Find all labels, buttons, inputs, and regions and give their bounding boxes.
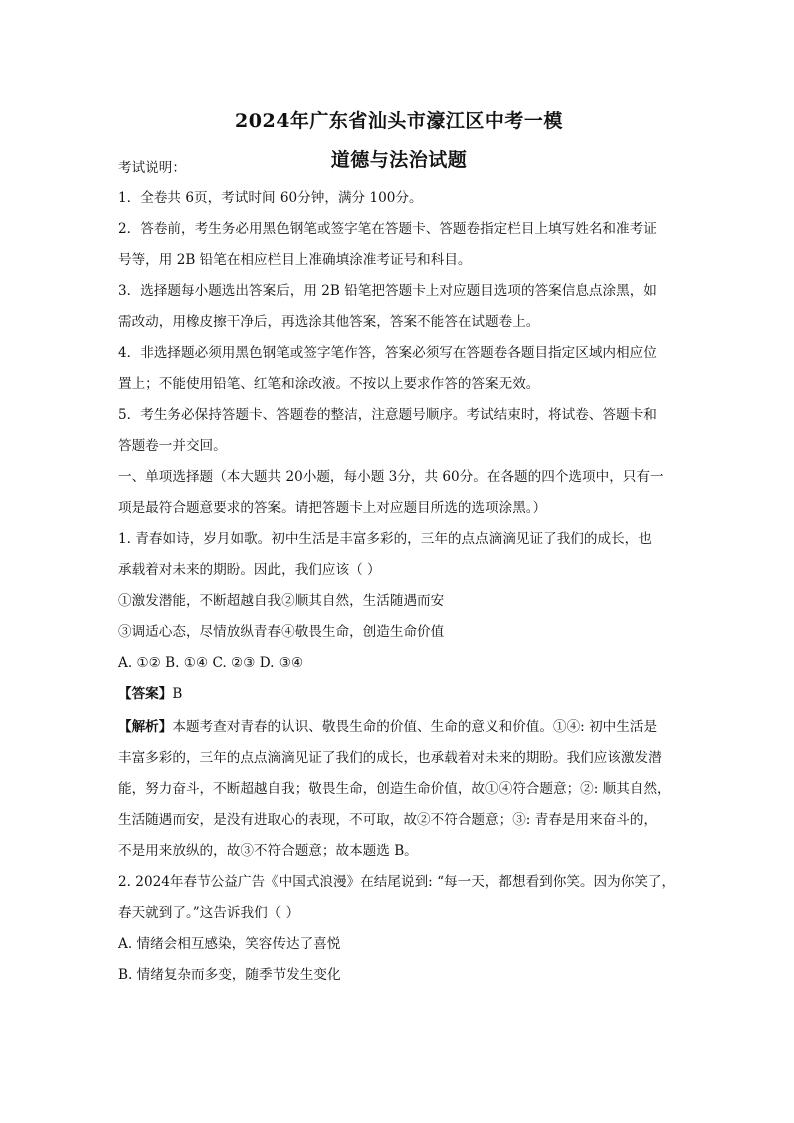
instruction-line: 答题卷一并交回。 bbox=[118, 438, 227, 454]
instruction-line: 5．考生务必保持答题卡、答题卷的整洁，注意题号顺序。考试结束时，将试卷、答题卡和 bbox=[118, 407, 657, 423]
question-1-analysis bbox=[118, 717, 680, 737]
instruction-line: 需改动，用橡皮擦干净后，再选涂其他答案，答案不能答在试题卷上。 bbox=[118, 314, 540, 330]
analysis-line: 丰富多彩的，三年的点点滴滴见证了我们的成长，也承载着对未来的期盼。我们应该激发潜 bbox=[118, 750, 662, 766]
question-1-stem: 1. 青春如诗，岁月如歌。初中生活是丰富多彩的，三年的点点滴滴见证了我们的成长，也 bbox=[118, 531, 652, 547]
question-2-option-a: A. 情绪会相互感染，笑容传达了喜悦 bbox=[118, 936, 341, 952]
analysis-line: 能，努力奋斗，不断超越自我；敬畏生命，创造生命价值，故①④符合题意；②: 顺其自然， bbox=[118, 781, 671, 797]
instructions-heading: 考试说明： bbox=[118, 160, 186, 176]
instruction-line: 2．答卷前，考生务必用黑色钢笔或签字笔在答题卡、答题卷指定栏目上填写姓名和准考证 bbox=[118, 221, 657, 237]
answer-tag: 【答案】 bbox=[118, 686, 173, 702]
exam-title: 2024年广东省汕头市濠江区中考一模 bbox=[235, 110, 563, 132]
question-1-answer bbox=[118, 684, 680, 704]
instruction-line: 3．选择题每小题选出答案后，用 2B 铅笔把答题卡上对应题目选项的答案信息点涂黑，如 bbox=[118, 283, 657, 299]
analysis-line: 生活随遇而安，是没有进取心的表现，不可取，故②不符合题意；③: 青春是用来奋斗的， bbox=[118, 812, 658, 828]
instruction-line: 置上；不能使用铅笔、红笔和涂改液。不按以上要求作答的答案无效。 bbox=[118, 376, 540, 392]
question-1-statement: ③调适心态，尽情放纵青春④敬畏生命，创造生命价值 bbox=[118, 624, 445, 640]
analysis-tag: 【解析】 bbox=[118, 719, 173, 735]
question-2-stem: 2. 2024年春节公益广告《中国式浪漫》在结尾说到: “每一天，都想看到你笑。因为你笑了， bbox=[118, 874, 676, 890]
instruction-line: 4．非选择题必须用黑色钢笔或签字笔作答，答案必须写在答题卷各题目指定区域内相应位 bbox=[118, 345, 657, 361]
question-1-statement: ①激发潜能，不断超越自我②顺其自然，生活随遇而安 bbox=[118, 593, 445, 609]
analysis-text: 本题考查对青春的认识、敬畏生命的价值、生命的意义和价值。①④: 初中生活是 bbox=[172, 719, 658, 735]
answer-value: B bbox=[172, 686, 183, 702]
section-heading: 一、单项选择题（本大题共 20小题，每小题 3分，共 60分。在各题的四个选项中，只有一 bbox=[118, 469, 664, 485]
analysis-line: 不是用来放纵的，故③不符合题意；故本题选 B。 bbox=[118, 843, 418, 859]
question-1-stem: 承载着对未来的期盼。因此，我们应该（ ） bbox=[118, 562, 381, 578]
question-2-stem: 春天就到了。”这告诉我们（ ） bbox=[118, 905, 300, 921]
instruction-line: 1．全卷共 6页，考试时间 60分钟，满分 100分。 bbox=[118, 190, 423, 206]
instruction-line: 号等，用 2B 铅笔在相应栏目上准确填涂准考证号和科目。 bbox=[118, 252, 472, 268]
question-1-options: A. ①② B. ①④ C. ②③ D. ③④ bbox=[118, 655, 304, 671]
question-2-option-b: B. 情绪复杂而多变，随季节发生变化 bbox=[118, 967, 341, 983]
exam-subtitle: 道德与法治试题 bbox=[330, 149, 468, 171]
section-heading: 项是最符合题意要求的答案。请把答题卡上对应题目所选的选项涂黑。） bbox=[118, 500, 547, 516]
